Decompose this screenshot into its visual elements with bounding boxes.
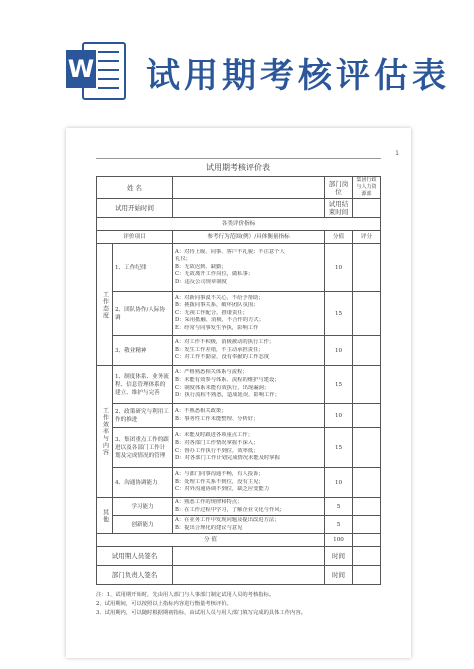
criteria-line: C：制度体系未能有效执行，出现漏洞； (175, 384, 270, 391)
evaluation-table (96, 176, 381, 585)
item-score: 5 (325, 516, 353, 534)
item-name: 2、团队协作/人际协调 (113, 292, 173, 336)
item-rating-cell[interactable] (353, 428, 381, 468)
item-criteria (173, 498, 325, 516)
col-item: 评价项目 (97, 231, 173, 244)
criteria-row (97, 244, 381, 292)
criteria-line: A：严格熟悉相关体系与流程； (175, 369, 248, 376)
banner-title: 试用期考核评估表 (146, 56, 450, 96)
item-name: 4、沟通协调能力 (113, 468, 173, 498)
signature-time-field[interactable] (353, 547, 381, 566)
group-label: 工作态度 (97, 244, 113, 366)
start-value[interactable] (173, 199, 325, 218)
criteria-line: C：无故离开工作岗位，做私事； (175, 271, 254, 278)
signature-row (97, 547, 381, 566)
form-title: 试用期考核评价表 (206, 163, 270, 172)
item-rating-cell[interactable] (353, 468, 381, 498)
criteria-line: B：处理工作关系不到位，没有主见； (175, 478, 264, 485)
criteria-line: A：对待上级、同事、客户不礼貌；不注意个人 (175, 248, 285, 255)
item-criteria (173, 468, 325, 498)
dept-value: 集团行政与人力资源部 (353, 177, 381, 199)
item-name: 3、敬业精神 (113, 336, 173, 366)
col-rating: 评分 (353, 231, 381, 244)
item-name: 1、制度体系、业务流程、信息管理体系的建立、维护与完善 (113, 366, 173, 404)
item-rating-cell[interactable] (353, 336, 381, 366)
criteria-line: D：对各部门工作计划完成情况未能及时掌握 (175, 455, 280, 462)
criteria-line: A：未能及时跟进各项重点工作； (175, 432, 253, 439)
item-name: 3、集团重点工作的跟进以及各部门工作计划及完成情况的管理 (113, 428, 173, 468)
start-label: 试用开始时间 (97, 199, 173, 218)
criteria-line: B：对各部门工作情况掌握不深入； (175, 439, 259, 446)
word-icon-letter: W (66, 50, 96, 88)
evaluation-form (96, 160, 380, 618)
criteria-row (97, 292, 381, 336)
criteria-line: A：在业务工作中发现问题及提出改进方法； (175, 516, 280, 523)
name-value[interactable] (173, 177, 325, 199)
criteria-line: C：无视工作配合，推诿责任； (175, 309, 248, 316)
criteria-line: C：对外沟通协调不到位，缺乏应变能力 (175, 486, 270, 493)
item-rating-cell[interactable] (353, 404, 381, 428)
item-score: 5 (325, 498, 353, 516)
item-rating-cell[interactable] (353, 498, 381, 516)
total-rating-cell[interactable] (353, 534, 381, 547)
criteria-row (97, 366, 381, 404)
item-score: 10 (325, 468, 353, 498)
criteria-line: B：无故迟到、缺勤； (175, 263, 227, 270)
item-rating-cell[interactable] (353, 292, 381, 336)
item-name: 学习能力 (113, 498, 173, 516)
criteria-line: D：执行流程不熟悉，造成延误，影响工作； (175, 392, 280, 399)
dept-label: 部门岗位 (325, 177, 353, 199)
criteria-line: 礼仪； (175, 256, 191, 263)
item-criteria (173, 428, 325, 468)
item-score: 15 (325, 428, 353, 468)
criteria-line: B：事务性工作未能整理、分析好； (175, 415, 259, 422)
criteria-line: B：挑拨同事关系，破坏团队氛围； (175, 302, 259, 309)
criteria-line: D：采用抵触、消极、不合作的方式； (175, 317, 265, 324)
col-score: 分值 (325, 231, 353, 244)
header-rule (96, 158, 381, 159)
criteria-line: A：不熟悉相关政策； (175, 407, 227, 414)
item-criteria (173, 244, 325, 292)
section-title-row (97, 218, 381, 231)
signature-row (97, 566, 381, 585)
criteria-line: A：与部门同事沟通不畅，有人投诉； (175, 471, 264, 478)
banner (0, 0, 474, 118)
item-criteria (173, 292, 325, 336)
end-value[interactable] (353, 199, 381, 218)
signature-field[interactable] (173, 566, 325, 585)
section-title: 各类评价指标 (97, 218, 381, 231)
name-label: 姓 名 (97, 177, 173, 199)
item-rating-cell[interactable] (353, 516, 381, 534)
document-page (66, 128, 411, 658)
signature-time-label: 时间 (325, 547, 353, 566)
item-rating-cell[interactable] (353, 366, 381, 404)
signature-time-label: 时间 (325, 566, 353, 585)
col-ref: 参考行为范围(例）/具体衡量指标 (173, 231, 325, 244)
criteria-row (97, 468, 381, 498)
criteria-row (97, 336, 381, 366)
signature-field[interactable] (173, 547, 325, 566)
item-score: 10 (325, 244, 353, 292)
note-line: 3、试用期内，可以随时根据期初指标，由试用人员与用人部门填写完成的具体工作内容。 (96, 610, 306, 616)
criteria-line: D：违反公司规章制度 (175, 278, 227, 285)
item-score: 15 (325, 366, 353, 404)
criteria-row (97, 428, 381, 468)
signature-label: 试用期人员签名 (97, 547, 173, 566)
group-label: 其他 (97, 498, 113, 534)
total-score: 100 (325, 534, 353, 547)
word-icon (66, 38, 124, 100)
criteria-line: E：经常与同事发生争执，影响工作 (175, 324, 259, 331)
item-name: 2、政策研究与利用工作的推进 (113, 404, 173, 428)
group-label: 工作效率与内容 (97, 366, 113, 498)
criteria-line: A：对工作不积极，消极被动的执行工作； (175, 339, 275, 346)
criteria-line: A：对新同事漠不关心，不给予帮助； (175, 294, 264, 301)
item-name: 1、工作纪律 (113, 244, 173, 292)
form-notes (96, 591, 380, 618)
criteria-row (97, 498, 381, 516)
signature-time-field[interactable] (353, 566, 381, 585)
info-row-period (97, 199, 381, 218)
criteria-row (97, 404, 381, 428)
note-line: 2、试用期间，可以按照以上指标内容进行衡量考核评价。 (96, 601, 232, 607)
item-criteria (173, 366, 325, 404)
criteria-line: B：在工作过程中学习，了解企业文化与作风； (175, 506, 285, 513)
criteria-line: C：督办工作执行不到位，效率低； (175, 447, 259, 454)
end-label: 试用结束时间 (325, 199, 353, 218)
info-row-name (97, 177, 381, 199)
criteria-line: B：未能有效参与体系、流程的维护与建设； (175, 376, 280, 383)
criteria-line: A：熟悉工作的规律和特点； (175, 498, 243, 505)
criteria-line: B：发生工作差错，不主动承担责任； (175, 346, 264, 353)
item-name: 创新能力 (113, 516, 173, 534)
item-score: 10 (325, 404, 353, 428)
item-criteria (173, 336, 325, 366)
total-label: 分 值 (97, 534, 325, 547)
criteria-row (97, 516, 381, 534)
item-score: 15 (325, 292, 353, 336)
item-rating-cell[interactable] (353, 244, 381, 292)
note-line: 注：1、试用期开始时，先由用人部门与人事部门制定试用人员的考核指标。 (96, 592, 275, 598)
item-criteria (173, 516, 325, 534)
column-header-row (97, 231, 381, 244)
signature-label: 部门负责人签名 (97, 566, 173, 585)
item-criteria (173, 404, 325, 428)
criteria-line: B：提出合理化的建议与意见 (175, 524, 243, 531)
page-number: 1 (395, 150, 399, 157)
criteria-line: C：对工作不勤奋，没有奉献的工作态度 (175, 354, 270, 361)
item-score: 10 (325, 336, 353, 366)
total-row (97, 534, 381, 547)
